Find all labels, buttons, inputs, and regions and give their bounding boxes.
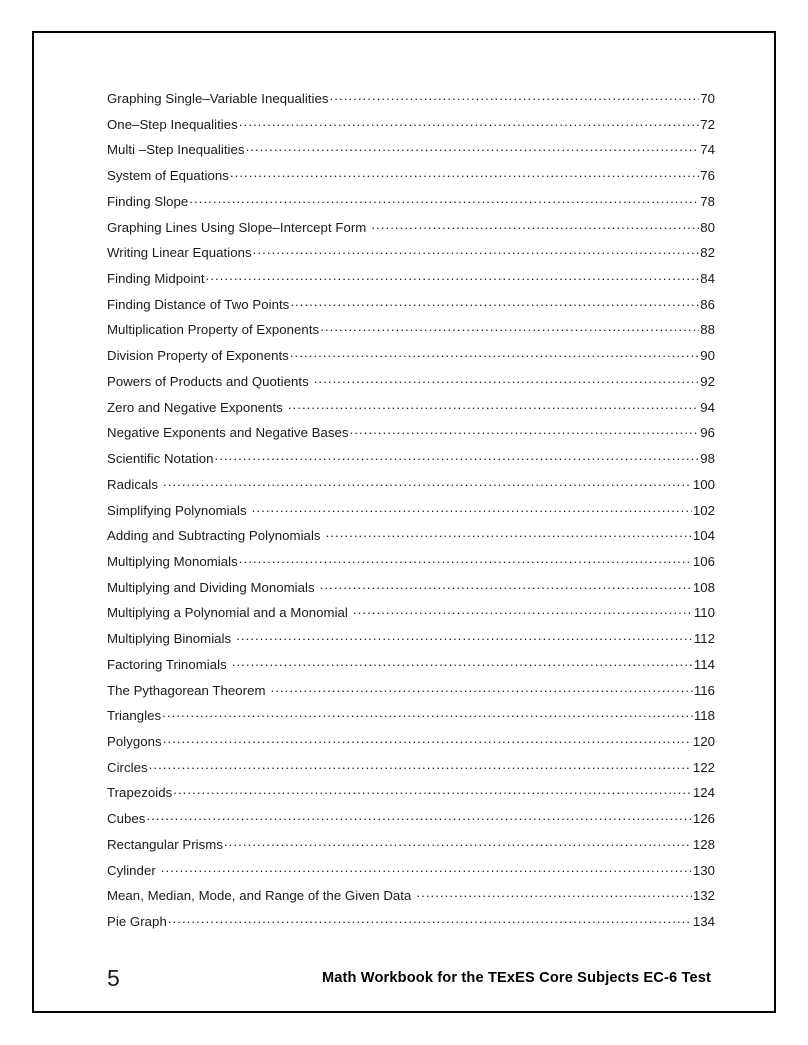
toc-entry-page-number: 108 xyxy=(692,579,715,595)
toc-entry-page-number: 112 xyxy=(693,631,715,647)
toc-entry[interactable] xyxy=(107,836,715,862)
toc-entry-title: Circles xyxy=(107,759,148,775)
toc-entry-page-number: 74 xyxy=(700,142,715,158)
toc-entry[interactable] xyxy=(107,630,715,656)
toc-entry-title: Graphing Lines Using Slope–Intercept Form xyxy=(107,219,367,235)
toc-dot-leader xyxy=(239,116,699,129)
toc-entry-title: One–Step Inequalities xyxy=(107,116,238,132)
toc-entry-page-number: 126 xyxy=(692,811,715,827)
toc-dot-leader xyxy=(252,502,692,515)
toc-entry[interactable] xyxy=(107,321,715,347)
toc-dot-leader xyxy=(162,707,693,720)
toc-dot-leader xyxy=(353,604,693,617)
toc-entry-page-number: 96 xyxy=(700,425,715,441)
toc-entry-page-number: 84 xyxy=(700,271,715,287)
toc-entry[interactable] xyxy=(107,682,715,708)
toc-dot-leader xyxy=(230,167,699,180)
toc-entry-page-number: 90 xyxy=(700,348,715,364)
toc-entry-page-number: 88 xyxy=(700,322,715,338)
toc-entry-title: Multiplying and Dividing Monomials xyxy=(107,579,315,595)
toc-dot-leader xyxy=(314,373,700,386)
toc-entry-title: Finding Slope xyxy=(107,193,189,209)
toc-entry-page-number: 78 xyxy=(700,193,715,209)
toc-entry-title: Adding and Subtracting Polynomials xyxy=(107,528,321,544)
toc-entry[interactable] xyxy=(107,450,715,476)
toc-entry[interactable] xyxy=(107,604,715,630)
footer-book-title: Math Workbook for the TExES Core Subjects EC-6 Test xyxy=(321,970,711,986)
toc-entry-page-number: 120 xyxy=(692,733,715,749)
toc-entry-page-number: 124 xyxy=(692,785,715,801)
toc-dot-leader xyxy=(330,90,700,103)
toc-dot-leader xyxy=(232,656,693,669)
toc-entry[interactable] xyxy=(107,887,715,913)
toc-entry-page-number: 130 xyxy=(692,862,715,878)
toc-entry[interactable] xyxy=(107,116,715,142)
toc-entry-page-number: 116 xyxy=(693,682,715,698)
toc-entry-page-number: 80 xyxy=(700,219,715,235)
toc-entry-title: Finding Midpoint xyxy=(107,271,205,287)
toc-dot-leader xyxy=(288,399,699,412)
footer-page-number: 5 xyxy=(107,964,120,991)
toc-entry-title: Pie Graph xyxy=(107,914,167,929)
toc-entry-page-number: 100 xyxy=(692,476,715,492)
toc-dot-leader xyxy=(215,450,700,463)
toc-entry[interactable] xyxy=(107,579,715,605)
toc-dot-leader xyxy=(224,836,692,849)
toc-entry[interactable] xyxy=(107,759,715,785)
toc-entry[interactable] xyxy=(107,141,715,167)
toc-entry[interactable] xyxy=(107,553,715,579)
toc-entry[interactable] xyxy=(107,244,715,270)
toc-entry[interactable] xyxy=(107,810,715,836)
toc-dot-leader xyxy=(146,810,691,823)
toc-entry-title: Radicals xyxy=(107,476,158,492)
toc-dot-leader xyxy=(290,347,699,360)
toc-entry-page-number: 106 xyxy=(692,553,715,569)
toc-entry-page-number: 128 xyxy=(692,836,715,852)
toc-entry[interactable] xyxy=(107,424,715,450)
toc-dot-leader xyxy=(206,270,700,283)
toc-dot-leader xyxy=(320,321,699,334)
toc-entry-title: Negative Exponents and Negative Bases xyxy=(107,425,349,441)
toc-dot-leader xyxy=(290,296,699,309)
toc-entry-title: Polygons xyxy=(107,733,162,749)
toc-entry-page-number: 82 xyxy=(700,245,715,261)
toc-entry[interactable] xyxy=(107,784,715,810)
toc-entry[interactable] xyxy=(107,913,715,939)
toc-entry-title: Zero and Negative Exponents xyxy=(107,399,283,415)
toc-entry-page-number: 86 xyxy=(700,296,715,312)
toc-entry-title: Cylinder xyxy=(107,862,156,878)
toc-entry[interactable] xyxy=(107,270,715,296)
toc-entry[interactable] xyxy=(107,373,715,399)
toc-entry-page-number: 98 xyxy=(700,451,715,467)
toc-entry-title: Triangles xyxy=(107,708,162,724)
toc-entry-title: Division Property of Exponents xyxy=(107,348,289,364)
toc-entry[interactable] xyxy=(107,90,715,116)
toc-entry-title: Mean, Median, Mode, and Range of the Given Data xyxy=(107,888,412,904)
toc-entry[interactable] xyxy=(107,347,715,373)
toc-entry-title: Multiplication Property of Exponents xyxy=(107,322,320,338)
toc-entry-title: Cubes xyxy=(107,811,146,827)
toc-dot-leader xyxy=(173,784,692,797)
toc-entry[interactable] xyxy=(107,527,715,553)
toc-entry[interactable] xyxy=(107,476,715,502)
toc-entry[interactable] xyxy=(107,193,715,219)
toc-dot-leader xyxy=(326,527,692,540)
toc-entry-page-number: 70 xyxy=(700,91,715,106)
toc-entry-title: Multi –Step Inequalities xyxy=(107,142,245,158)
toc-entry-title: Writing Linear Equations xyxy=(107,245,252,261)
toc-entry[interactable] xyxy=(107,733,715,759)
toc-entry-title: Scientific Notation xyxy=(107,451,214,467)
toc-dot-leader xyxy=(163,476,692,489)
toc-entry-title: Graphing Single–Variable Inequalities xyxy=(107,91,329,106)
toc-entry[interactable] xyxy=(107,862,715,888)
toc-entry-page-number: 72 xyxy=(700,116,715,132)
toc-dot-leader xyxy=(253,244,700,257)
toc-entry-page-number: 92 xyxy=(700,373,715,389)
toc-entry-page-number: 94 xyxy=(700,399,715,415)
toc-entry[interactable] xyxy=(107,167,715,193)
toc-dot-leader xyxy=(168,913,692,926)
toc-entry[interactable] xyxy=(107,707,715,733)
toc-entry-page-number: 118 xyxy=(693,708,715,724)
toc-entry-title: Powers of Products and Quotients xyxy=(107,373,309,389)
toc-entry-title: Multiplying Binomials xyxy=(107,631,232,647)
toc-entry-title: Simplifying Polynomials xyxy=(107,502,247,518)
toc-entry-page-number: 122 xyxy=(692,759,715,775)
toc-entry[interactable] xyxy=(107,399,715,425)
toc-dot-leader xyxy=(236,630,693,643)
toc-dot-leader xyxy=(149,759,692,772)
toc-dot-leader xyxy=(416,887,691,900)
toc-dot-leader xyxy=(350,424,700,437)
toc-dot-leader xyxy=(239,553,692,566)
toc-entry[interactable] xyxy=(107,219,715,245)
toc-entry-page-number: 102 xyxy=(692,502,715,518)
toc-entry-page-number: 114 xyxy=(693,656,715,672)
toc-entry[interactable] xyxy=(107,656,715,682)
toc-entry-title: Rectangular Prisms xyxy=(107,836,223,852)
page-footer xyxy=(107,957,711,999)
toc-dot-leader xyxy=(320,579,692,592)
toc-entry-page-number: 132 xyxy=(692,888,715,904)
toc-dot-leader xyxy=(163,733,692,746)
toc-entry-page-number: 110 xyxy=(693,605,715,621)
toc-entry[interactable] xyxy=(107,502,715,528)
toc-entry-title: Multiplying a Polynomial and a Monomial xyxy=(107,605,348,621)
toc-dot-leader xyxy=(246,141,700,154)
toc-entry-page-number: 134 xyxy=(692,914,715,929)
toc-entry-title: System of Equations xyxy=(107,168,229,184)
table-of-contents-list xyxy=(107,90,715,939)
toc-entry-title: The Pythagorean Theorem xyxy=(107,682,266,698)
toc-dot-leader xyxy=(189,193,699,206)
toc-entry-title: Factoring Trinomials xyxy=(107,656,227,672)
toc-entry-title: Finding Distance of Two Points xyxy=(107,296,290,312)
toc-dot-leader xyxy=(371,219,699,232)
toc-entry[interactable] xyxy=(107,296,715,322)
toc-dot-leader xyxy=(271,682,693,695)
toc-entry-page-number: 104 xyxy=(692,528,715,544)
toc-entry-page-number: 76 xyxy=(700,168,715,184)
toc-entry-title: Trapezoids xyxy=(107,785,173,801)
toc-dot-leader xyxy=(161,862,692,875)
toc-entry-title: Multiplying Monomials xyxy=(107,553,238,569)
page-sheet xyxy=(32,31,776,1013)
